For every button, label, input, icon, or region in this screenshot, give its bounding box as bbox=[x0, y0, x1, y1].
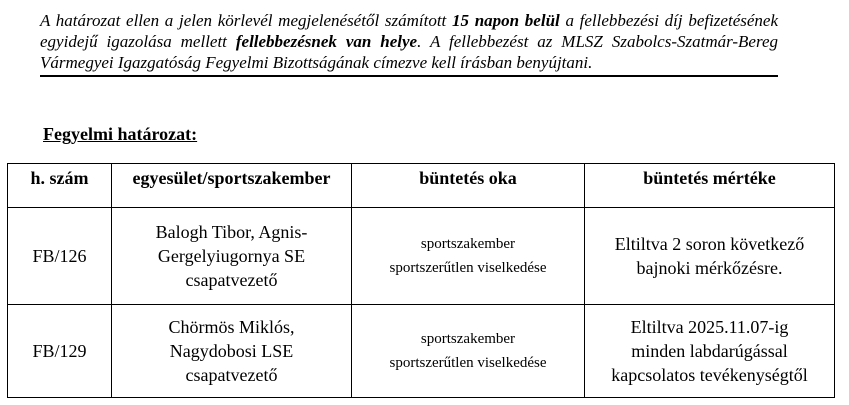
penalty-line: bajnoki mérkőzésre. bbox=[636, 258, 783, 278]
notice-text: . A fellebbezést az MLSZ Szabolcs-Szatmár-Bereg Vármegyei Igazgatóság Fegyelmi Bizottságának címezve kell írásban benyújtani. bbox=[40, 32, 778, 72]
penalty-line: Eltiltva 2 soron következő bbox=[614, 234, 805, 254]
reason-line: sportszerűtlen viselkedése bbox=[389, 355, 547, 371]
header-person: egyesület/sportszakember bbox=[112, 164, 352, 208]
penalty-line: kapcsolatos tevékenységtől bbox=[611, 365, 808, 385]
case-number: FB/126 bbox=[8, 208, 112, 305]
person-line: Chörmös Miklós, bbox=[168, 317, 295, 337]
header-penalty: büntetés mértéke bbox=[585, 164, 835, 208]
person-line: Nagydobosi LSE bbox=[169, 341, 294, 361]
reason-line: sportszerűtlen viselkedése bbox=[389, 260, 547, 276]
person-cell bbox=[112, 305, 352, 398]
penalty-cell bbox=[585, 208, 835, 305]
section-title: Fegyelmi határozat: bbox=[43, 124, 198, 144]
notice-deadline: 15 napon belül bbox=[451, 11, 560, 30]
person-line: csapatvezető bbox=[185, 365, 278, 385]
appeal-notice bbox=[40, 10, 778, 77]
case-number: FB/129 bbox=[8, 305, 112, 398]
table-header-row bbox=[8, 164, 835, 208]
person-line: csapatvezető bbox=[185, 270, 278, 290]
notice-text: a fellebbezési díj befizetésének egyidejű igazolása mellett bbox=[40, 11, 778, 51]
reason-cell bbox=[352, 208, 585, 305]
person-line: Gergelyiugornya SE bbox=[157, 246, 306, 266]
table-row bbox=[8, 305, 835, 398]
person-line: Balogh Tibor, Agnis- bbox=[155, 222, 308, 242]
penalty-line: minden labdarúgással bbox=[631, 341, 788, 361]
penalty-line: Eltiltva 2025.11.07-ig bbox=[630, 317, 789, 337]
header-number: h. szám bbox=[8, 164, 112, 208]
table-row bbox=[8, 208, 835, 305]
reason-cell bbox=[352, 305, 585, 398]
notice-text: A határozat ellen a jelen körlevél megjelenésétől számított bbox=[40, 11, 452, 30]
penalty-cell bbox=[585, 305, 835, 398]
person-cell bbox=[112, 208, 352, 305]
header-reason: büntetés oka bbox=[352, 164, 585, 208]
decisions-table bbox=[7, 163, 835, 398]
reason-line: sportszakember bbox=[420, 236, 516, 252]
notice-appeal-allowed: fellebbezésnek van helye bbox=[235, 32, 418, 51]
reason-line: sportszakember bbox=[420, 331, 516, 347]
